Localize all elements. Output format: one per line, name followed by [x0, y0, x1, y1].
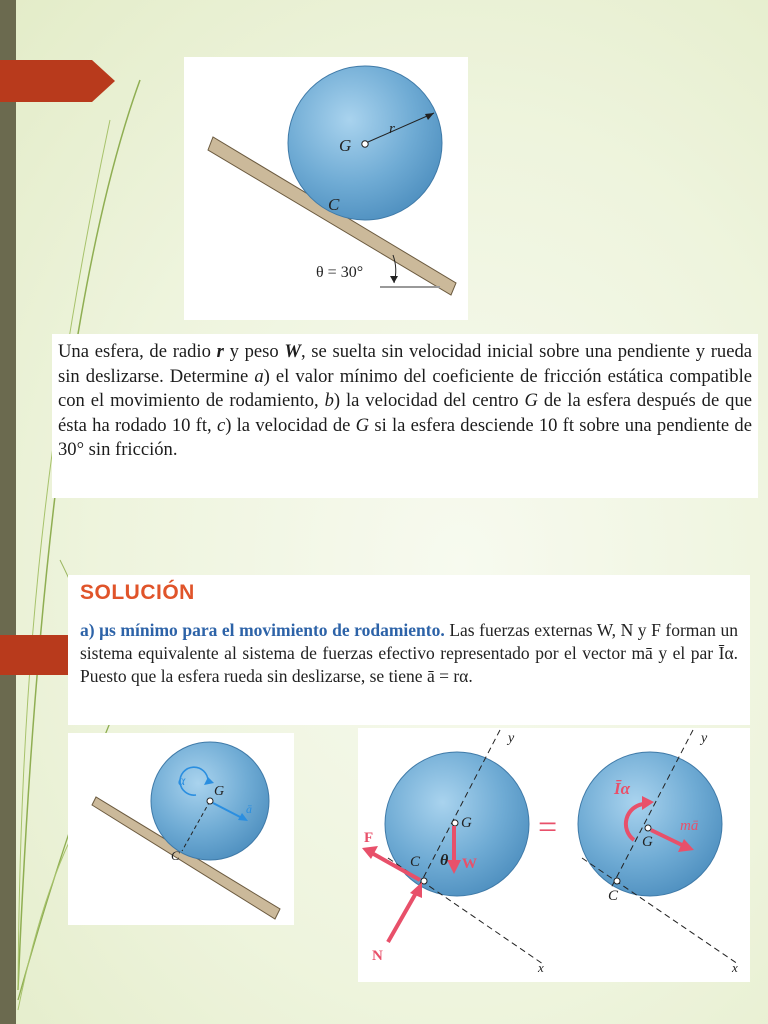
solution-title: SOLUCIÓN	[80, 581, 195, 604]
equals-sign: =	[538, 809, 558, 846]
label-x-left: x	[538, 960, 544, 975]
label-Ialpha: Īα	[614, 779, 631, 798]
problem-statement: Una esfera, de radio r y peso W, se suelta sin velocidad inicial sobre una pendiente y rueda sin deslizarse. Determine a) el valor mínimo del coeficiente de fricción estática compatible con el movimiento de rodamiento, b) la velocidad del centro G de la esfera después de que ésta ha rodado 10 ft, c) la velocidad de G si la esfera desciende 10 ft sobre una pendiente de 30° sin fricción.	[52, 334, 758, 498]
label-C-right: C	[608, 888, 619, 904]
label-y-right: y	[701, 731, 708, 746]
accent-tab-top	[0, 60, 115, 102]
label-a: ā	[246, 802, 252, 816]
label-G-right: G	[642, 834, 653, 850]
label-theta: θ = 30°	[316, 264, 364, 281]
label-x-right: x	[732, 960, 738, 975]
label-G-small: G	[214, 784, 225, 799]
solution-heading: a) μs mínimo para el movimiento de rodamiento.	[80, 620, 445, 640]
solution-box	[68, 575, 750, 725]
figure-kinematics	[68, 733, 294, 925]
label-W: W	[462, 856, 477, 872]
label-C: C	[328, 195, 340, 214]
label-r: r	[389, 121, 395, 137]
label-G: G	[339, 136, 352, 155]
label-ma: mā	[680, 818, 699, 834]
solution-text: Las fuerzas externas W, N y F forman un sistema equivalente al sistema de fuerzas efectivo representado por el vector mā y el par Īα. Puesto que la esfera rueda sin deslizarse, se tiene ā = rα.	[80, 620, 738, 686]
label-alpha: α	[178, 774, 186, 789]
label-F: F	[364, 830, 374, 846]
label-C-left: C	[410, 854, 421, 870]
figure-sphere-incline	[184, 57, 468, 320]
label-G-left: G	[461, 815, 472, 831]
label-y-left: y	[508, 731, 515, 746]
label-C-small: C	[171, 848, 180, 863]
label-theta-fbd: θ	[440, 852, 449, 869]
figure-free-body	[358, 728, 750, 982]
solution-body	[80, 619, 738, 688]
label-N: N	[372, 948, 383, 964]
